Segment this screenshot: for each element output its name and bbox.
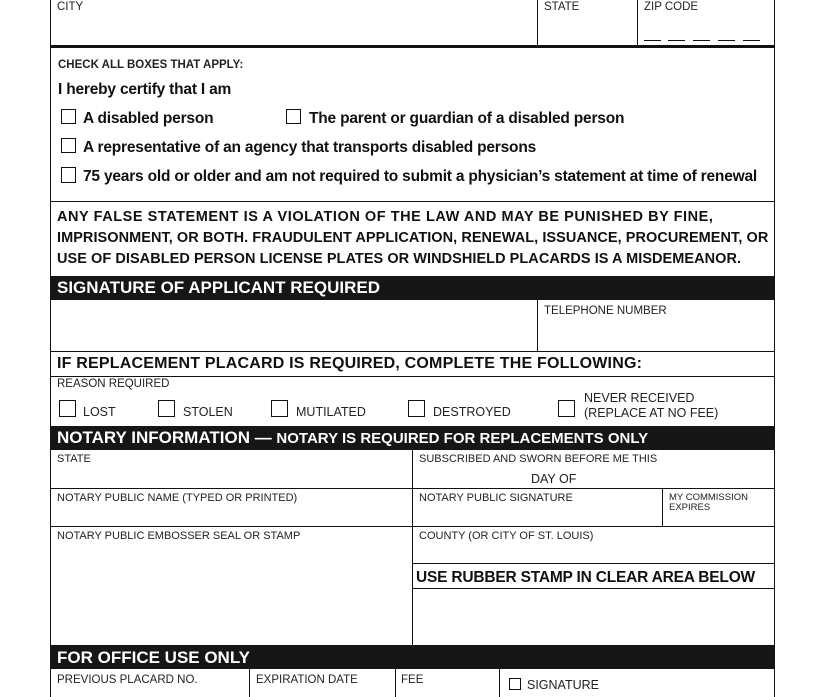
notary-signature-label: NOTARY PUBLIC SIGNATURE bbox=[419, 492, 573, 504]
notary-seal-label: NOTARY PUBLIC EMBOSSER SEAL OR STAMP bbox=[57, 530, 301, 542]
commission-expires-label: MY COMMISSION bbox=[669, 492, 748, 503]
agency-representative-checkbox[interactable] bbox=[61, 138, 76, 153]
agency-representative-label: A representative of an agency that transports disabled persons bbox=[83, 139, 537, 156]
divider bbox=[662, 488, 663, 526]
divider bbox=[50, 201, 775, 202]
divider bbox=[50, 376, 775, 377]
zip-digit-line bbox=[693, 40, 710, 41]
lost-checkbox[interactable] bbox=[59, 400, 76, 417]
subscribed-sworn-label: SUBSCRIBED AND SWORN BEFORE ME THIS bbox=[419, 453, 658, 465]
parent-guardian-checkbox[interactable] bbox=[286, 109, 301, 124]
divider bbox=[50, 526, 775, 527]
notary-name-label: NOTARY PUBLIC NAME (TYPED OR PRINTED) bbox=[57, 492, 298, 504]
city-field[interactable] bbox=[51, 15, 537, 43]
zip-digit-line bbox=[718, 40, 735, 41]
destroyed-checkbox[interactable] bbox=[408, 400, 425, 417]
office-use-header: FOR OFFICE USE ONLY bbox=[50, 646, 775, 669]
notary-header bbox=[50, 426, 775, 450]
signature-header: SIGNATURE OF APPLICANT REQUIRED bbox=[50, 276, 775, 300]
commission-expires-label: EXPIRES bbox=[669, 502, 711, 513]
never-received-label: NEVER RECEIVED bbox=[584, 391, 695, 405]
notary-state-label: STATE bbox=[57, 453, 91, 465]
lost-label: LOST bbox=[83, 405, 116, 419]
replacement-header: IF REPLACEMENT PLACARD IS REQUIRED, COMPLETE THE FOLLOWING: bbox=[57, 355, 643, 372]
check-all-instruction: CHECK ALL BOXES THAT APPLY: bbox=[58, 59, 244, 71]
stolen-checkbox[interactable] bbox=[158, 400, 175, 417]
state-label: STATE bbox=[544, 1, 580, 13]
county-label: COUNTY (OR CITY OF ST. LOUIS) bbox=[419, 530, 594, 542]
never-received-checkbox[interactable] bbox=[558, 400, 575, 417]
notary-signature-field[interactable] bbox=[413, 505, 661, 525]
divider bbox=[395, 669, 396, 697]
reason-required-label: REASON REQUIRED bbox=[57, 378, 170, 390]
stolen-label: STOLEN bbox=[183, 405, 233, 419]
zip-label: ZIP CODE bbox=[644, 1, 699, 13]
parent-guardian-label: The parent or guardian of a disabled person bbox=[309, 110, 625, 127]
state-field[interactable] bbox=[538, 15, 637, 43]
fee-label: FEE bbox=[401, 674, 424, 686]
notary-header-title: NOTARY INFORMATION bbox=[57, 428, 250, 447]
zip-field[interactable] bbox=[640, 15, 772, 43]
warning-text-line: ANY FALSE STATEMENT IS A VIOLATION OF THE LAW AND MAY BE PUNISHED BY FINE, bbox=[57, 209, 714, 225]
previous-placard-label: PREVIOUS PLACARD NO. bbox=[57, 674, 198, 686]
divider bbox=[50, 351, 775, 352]
age-75-label: 75 years old or older and am not required to submit a physician’s statement at time of renewal bbox=[83, 168, 758, 185]
notary-header-subtitle: NOTARY IS REQUIRED FOR REPLACEMENTS ONLY bbox=[276, 430, 649, 447]
day-of-label: DAY OF bbox=[531, 472, 577, 486]
expiration-date-label: EXPIRATION DATE bbox=[256, 674, 358, 686]
never-received-note: (REPLACE AT NO FEE) bbox=[584, 406, 719, 420]
telephone-label: TELEPHONE NUMBER bbox=[544, 305, 667, 317]
warning-text-line: IMPRISONMENT, OR BOTH. FRAUDULENT APPLICATION, RENEWAL, ISSUANCE, PROCUREMENT, OR bbox=[57, 230, 769, 246]
divider bbox=[50, 45, 775, 48]
zip-digit-line bbox=[644, 40, 661, 41]
office-signature-label: SIGNATURE bbox=[527, 678, 599, 692]
form-right-border bbox=[774, 0, 775, 697]
office-signature-checkbox[interactable] bbox=[509, 678, 521, 690]
notary-header-dash: — bbox=[249, 428, 277, 447]
divider bbox=[50, 488, 775, 489]
applicant-signature-field[interactable] bbox=[51, 301, 537, 351]
rubber-stamp-area[interactable] bbox=[413, 589, 773, 644]
disabled-person-checkbox[interactable] bbox=[61, 109, 76, 124]
destroyed-label: DESTROYED bbox=[433, 405, 511, 419]
divider bbox=[412, 563, 775, 564]
telephone-field[interactable] bbox=[538, 320, 774, 350]
notary-state-field[interactable] bbox=[51, 466, 411, 488]
zip-digit-line bbox=[668, 40, 685, 41]
age-75-checkbox[interactable] bbox=[61, 167, 76, 183]
city-label: CITY bbox=[57, 1, 84, 13]
divider bbox=[249, 669, 250, 697]
notary-seal-area[interactable] bbox=[51, 545, 411, 643]
notary-name-field[interactable] bbox=[51, 505, 411, 525]
zip-digit-line bbox=[743, 40, 760, 41]
divider bbox=[637, 0, 638, 45]
disabled-person-label: A disabled person bbox=[83, 110, 214, 127]
warning-text-line: USE OF DISABLED PERSON LICENSE PLATES OR WINDSHIELD PLACARDS IS A MISDEMEANOR. bbox=[57, 251, 742, 267]
county-field[interactable] bbox=[413, 544, 773, 562]
certify-intro: I hereby certify that I am bbox=[58, 81, 232, 98]
rubber-stamp-instruction: USE RUBBER STAMP IN CLEAR AREA BELOW bbox=[416, 569, 755, 586]
mutilated-checkbox[interactable] bbox=[271, 400, 288, 417]
divider bbox=[499, 669, 500, 697]
mutilated-label: MUTILATED bbox=[296, 405, 366, 419]
